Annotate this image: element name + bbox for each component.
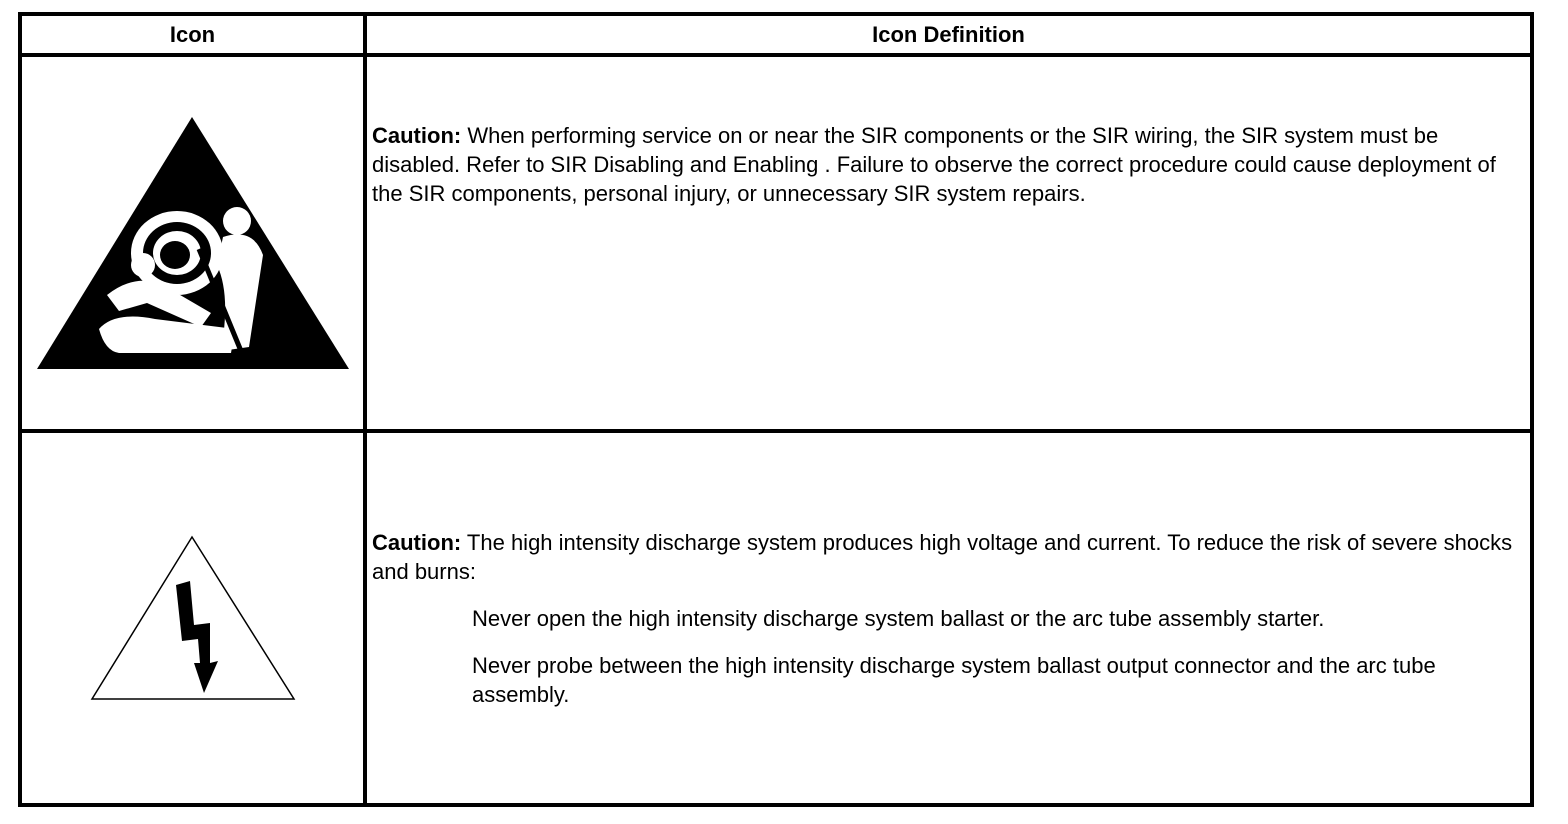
caution-list (472, 604, 1518, 709)
table-header-row (20, 14, 1532, 55)
airbag-warning-triangle-icon (35, 115, 351, 371)
caution-label: Caution: (372, 123, 462, 148)
caution-text: The high intensity discharge system produces high voltage and current. To reduce the risk of severe shocks and burns: (372, 529, 1513, 584)
header-icon: Icon (20, 14, 365, 55)
high-voltage-warning-triangle-icon (90, 535, 296, 701)
icon-definition-table (18, 12, 1534, 807)
definition-cell (365, 55, 1532, 431)
table-row (20, 55, 1532, 431)
header-icon-definition: Icon Definition (365, 14, 1532, 55)
icon-cell (20, 55, 365, 431)
caution-label: Caution: (372, 529, 462, 555)
table-row (20, 431, 1532, 805)
caution-text: When performing service on or near the SIR components or the SIR wiring, the SIR system must be disabled. Refer to SIR Disabling and Enabling . Failure to observe the correct procedure could cause deployment of the SIR components, personal injury, or unnecessary SIR system repairs. (372, 123, 1496, 206)
list-item: Never open the high intensity discharge system ballast or the arc tube assembly starter. (472, 605, 1325, 631)
definition-cell (365, 431, 1532, 805)
list-item: Never probe between the high intensity discharge system ballast output connector and the arc tube assembly. (472, 652, 1436, 707)
caution-paragraph (372, 528, 1518, 586)
icon-cell (20, 431, 365, 805)
